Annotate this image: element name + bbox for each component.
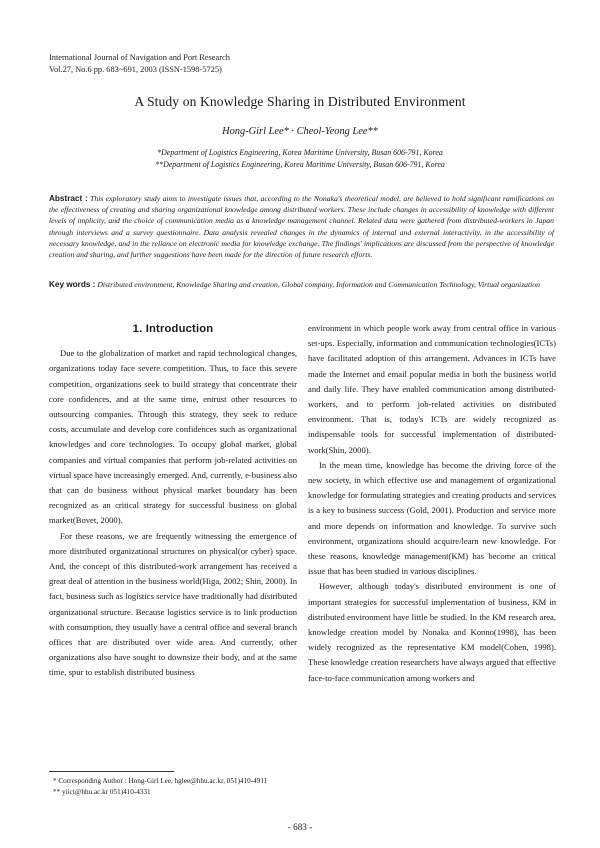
affiliations — [0, 147, 600, 170]
footnote-corresponding-author: * Corresponding Author : Hong-Girl Lee, hglee@hhu.ac.kr, 051)410-4911 — [53, 777, 268, 785]
footnotes — [53, 776, 267, 797]
abstract-block — [49, 193, 554, 260]
paragraph: environment in which people work away from central office in various set-ups. Especially, information and communication technologies(ICTs) have facilitated adoption of this arrangement. Advances in ICTs have made the Internet and email popular media in both the business world and daily life. They have enabled communication among distributed-workers, and to perform job-related activities on distributed environment. That is, today's ICTs are widely recognized as indispensable tools for successful implementation of distributed-work(Shin, 2000). — [308, 323, 556, 455]
affiliation-1: *Department of Logistics Engineering, Korea Maritime University, Busan 606-791, Korea — [157, 148, 443, 157]
journal-volume: Vol.27, No.6 pp. 683~691, 2003 (ISSN-1598-5725) — [49, 65, 222, 75]
paper-title: A Study on Knowledge Sharing in Distributed Environment — [134, 94, 466, 109]
paragraph: In the mean time, knowledge has become the driving force of the new society, in which effective use and management of organizational knowledge for formulating strategies and creating products and services is a key to business success (Gold, 2001). Production and service more and more depends on information and knowledge. To survive such environment, organizations should acquire/learn new knowledge. For these reasons, knowledge management(KM) has become an critical issue that has been studied in various disciplines. — [308, 459, 556, 577]
abstract-label: Abstract : — [49, 194, 88, 203]
paragraph: For these reasons, we are frequently witnessing the emergence of more distributed organizational structures on physical(or cyber) space. And, the concept of this distributed-work arrangement has received a great deal of attention in the business world(Higa, 2002; Shin, 2000). In fact, business such as logistics service have traditionally had distributed organizational structure. Because logistics service is to link production with consumption, they usually have a central office and several branch offices that are distributed over wide area. And currently, other organizations also have sought to downsize their body, and at the same time, spur to establish distributed business — [49, 530, 297, 678]
section-heading: 1. Introduction — [132, 323, 214, 335]
footnote-divider — [49, 771, 174, 772]
keywords-label: Key words : — [49, 280, 96, 289]
right-column — [308, 321, 556, 686]
page-number: - 683 - — [287, 822, 313, 832]
paragraph: Due to the globalization of market and rapid technological changes, organizations today face severe competition. Thus, to face this severe competition, organizations seek to build strategy that concentrate their core confidences, and at the same time, entrust other resources to outsourcing companies. Through this strategy, they seek to reduce costs, accumulate and develop core confidences such as organizational knowledges and core technologies. To occupy global market, global companies and virtual companies that perform job-related activities on virtual space have increasingly emerged. And, currently, e-business also that can do business without physical market boundary has been recognized as an critical strategy for successful business on global market(Bovet, 2000). — [49, 348, 297, 526]
keywords-text: Distributed environment, Knowledge Sharing and creation, Global company, Information and Communication Technology, Virtual organization — [97, 280, 540, 289]
paragraph: However, although today's distributed environment is one of important strategies for successful implementation of business, KM in distributed environment have little be studied. In the KM research area, knowledge creation model by Nonaka and Konno(1998), has been widely recognized as the representative KM model(Cohen, 1998). These knowledge creation researchers have always argued that effective face-to-face communication among workers and — [308, 581, 556, 683]
journal-name: International Journal of Navigation and Port Research — [49, 53, 230, 62]
keywords-block — [49, 279, 594, 290]
footnote-second-author: ** yiici@hhu.ac.kr 051)410-4331 — [53, 787, 151, 796]
abstract-text: This exploratory study aims to investigate issues that, according to the Nonaka's theoretical model, are believed to hold significant ramifications on the effectiveness of creating and sharing organizational knowledge among distributed workers. These include changes in accessibility of knowledge with different levels of implicity, and the choice of communication media as a knowledge management channel. Related data were gathered from distributed-workers in Japan through interviews and a survey questionnaire. Data analysis revealed changes in the dynamics of internal and external interactivity, in the accessibility of necessary knowledge, and in the reliance on electronic media for knowledge exchange. The findings' implications are discussed from the perspective of knowledge creation and sharing, and further suggestions have been made for the direction of future research efforts. — [49, 194, 555, 260]
journal-header — [49, 52, 230, 76]
affiliation-2: **Department of Logistics Engineering, Korea Maritime University, Busan 606-791, Korea — [155, 159, 445, 169]
left-column — [49, 318, 297, 681]
authors-line: Hong-Girl Lee* · Cheol-Yeong Lee** — [222, 126, 378, 137]
